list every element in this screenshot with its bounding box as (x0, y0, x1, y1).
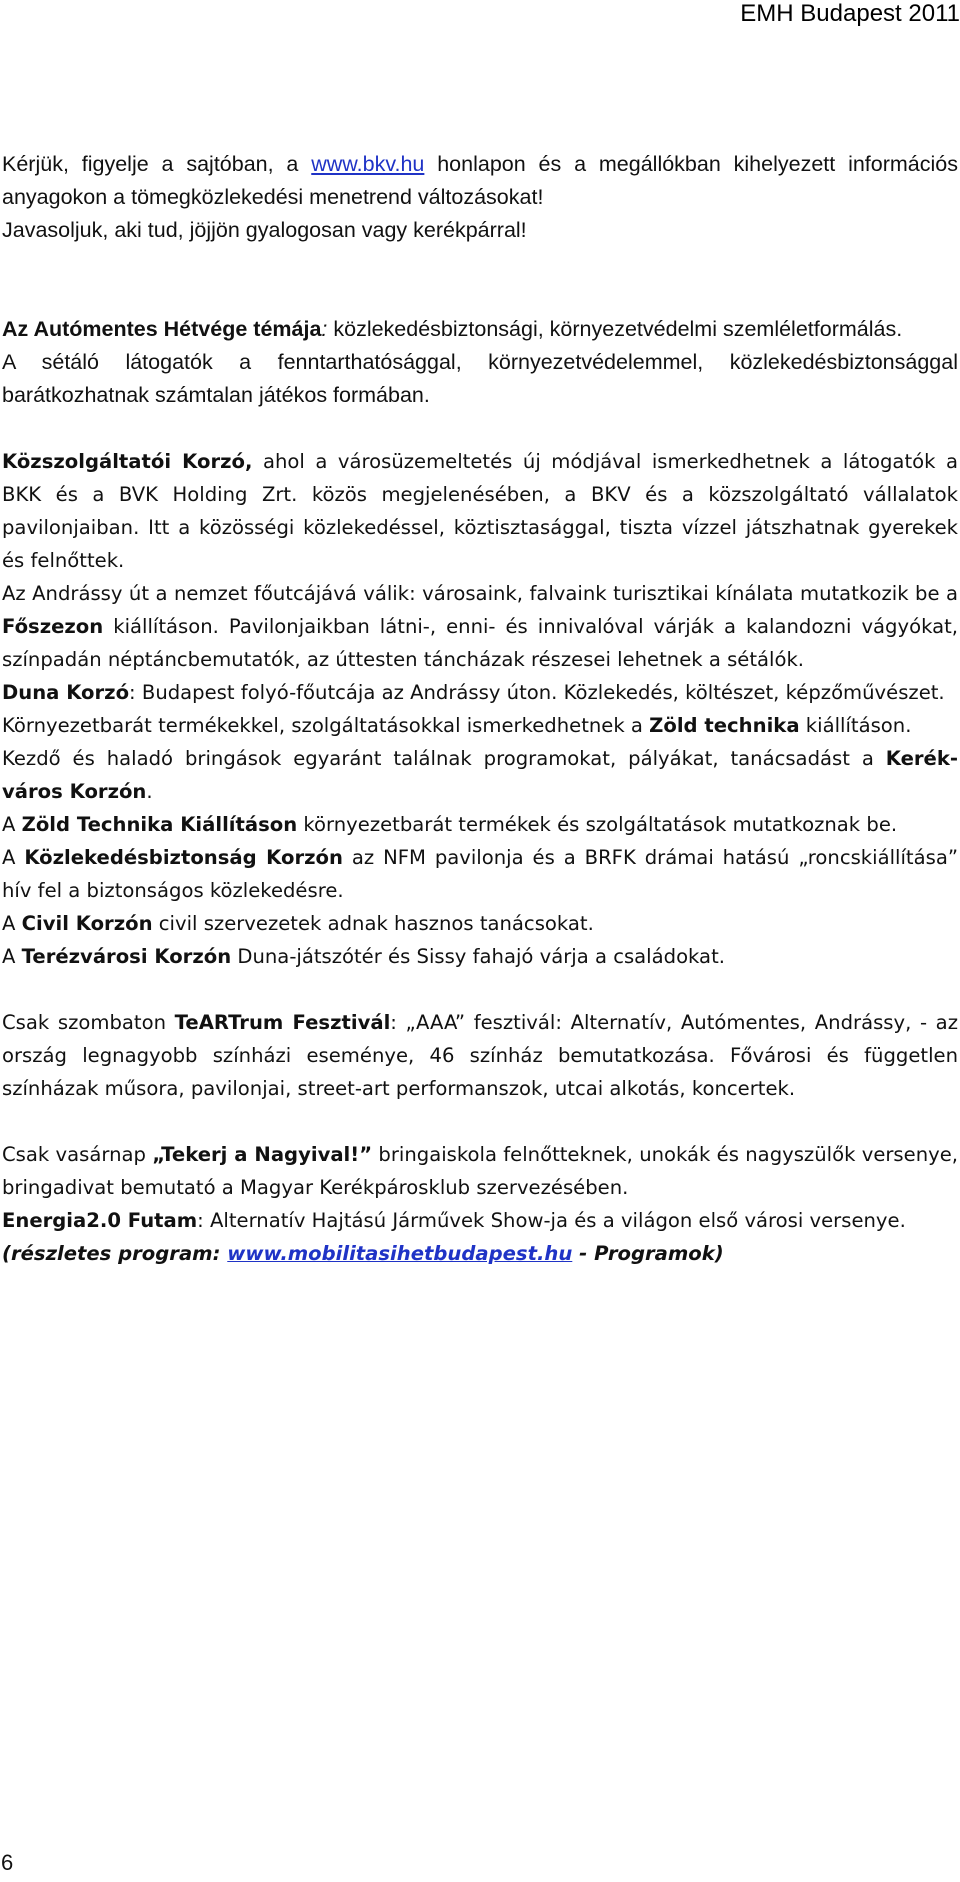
document-body (2, 148, 958, 1270)
road-safety-paragraph: A Közlekedésbiztonság Korzón az NFM pavilonja és a BRFK drámai hatású „roncskiállítása” hív fel a biztonságos közlekedésre. (2, 846, 958, 902)
saturday-paragraph: Csak szombaton TeARTrum Fesztivál: „AAA” fesztivál: Alternatív, Autómentes, Andrássy, - az ország legnagyobb színházi eseménye, 46 színház bemutatkozása. Fővárosi és független színházak műsora, pavilonjai, street-art performanszok, utcai alkotás, koncertek. (2, 1011, 958, 1100)
public-service-korzo-paragraph: Közszolgáltatói Korzó, ahol a városüzemeltetés új módjával ismerkedhetnek a látogatók a BKK és a BVK Holding Zrt. közös megjelenésében, a BKV és a közszolgáltató vállalatok pavilonjaiban. Itt a közösségi közlekedéssel, köztisztasággal, tiszta vízzel játszhatnak gyerekek és felnőttek. (2, 450, 958, 572)
civil-korzo-paragraph: A Civil Korzón civil szervezetek adnak hasznos tanácsokat. (2, 912, 594, 935)
sunday-paragraph: Csak vasárnap „Tekerj a Nagyival!” bringaiskola felnőtteknek, unokák és nagyszülők versenye, bringadivat bemutató a Magyar Kerékpárosklub szervezésében. (2, 1143, 958, 1199)
energia-paragraph: Energia2.0 Futam: Alternatív Hajtású Járművek Show-ja és a világon első városi versenye. (2, 1209, 906, 1232)
green-tech-paragraph: Környezetbarát termékekkel, szolgáltatásokkal ismerkedhetnek a Zöld technika kiállításon. (2, 714, 912, 737)
details-paragraph: (részletes program: www.mobilitasihetbudapest.hu - Programok) (2, 1242, 724, 1265)
bike-city-paragraph: Kezdő és haladó bringások egyaránt találnak programokat, pályákat, tanácsadást a Kerék-város Korzón. (2, 747, 958, 803)
mobility-week-link[interactable]: www.mobilitasihetbudapest.hu (227, 1242, 573, 1265)
bkv-link[interactable]: www.bkv.hu (311, 152, 425, 176)
theme-paragraph: Az Autómentes Hétvége témája: közlekedésbiztonsági, környezetvédelmi szemléletformálás. (2, 317, 903, 341)
green-tech-exhibition-paragraph: A Zöld Technika Kiállításon környezetbarát termékek és szolgáltatások mutatkoznak be. (2, 813, 898, 836)
andrassy-paragraph: Az Andrássy út a nemzet főutcájává válik: városaink, falvaink turisztikai kínálata mutatkozik be a Főszezon kiállításon. Pavilonjaikban látni-, enni- és innivalóval várják a kalandozni vágyókat, színpadán néptáncbemutatók, az úttesten táncházak részesei lehetnek a sétálók. (2, 582, 958, 671)
theme-paragraph-2: A sétáló látogatók a fenntarthatósággal, környezetvédelemmel, közlekedésbiztonsággal barátkozhatnak számtalan játékos formában. (2, 350, 958, 407)
page-header: EMH Budapest 2011 (740, 0, 960, 27)
terezvaros-korzo-paragraph: A Terézvárosi Korzón Duna-játszótér és Sissy fahajó várja a családokat. (2, 945, 725, 968)
duna-korzo-paragraph: Duna Korzó: Budapest folyó-főutcája az Andrássy úton. Közlekedés, költészet, képzőművészet. (2, 681, 945, 704)
page-number: 6 (1, 1850, 14, 1875)
intro-paragraph: Kérjük, figyelje a sajtóban, a www.bkv.hu honlapon és a megállókban kihelyezett információs anyagokon a tömegközlekedési menetrend változásokat! Javasoljuk, aki tud, jöjjön gyalogosan vagy kerékpárral! (2, 152, 958, 242)
